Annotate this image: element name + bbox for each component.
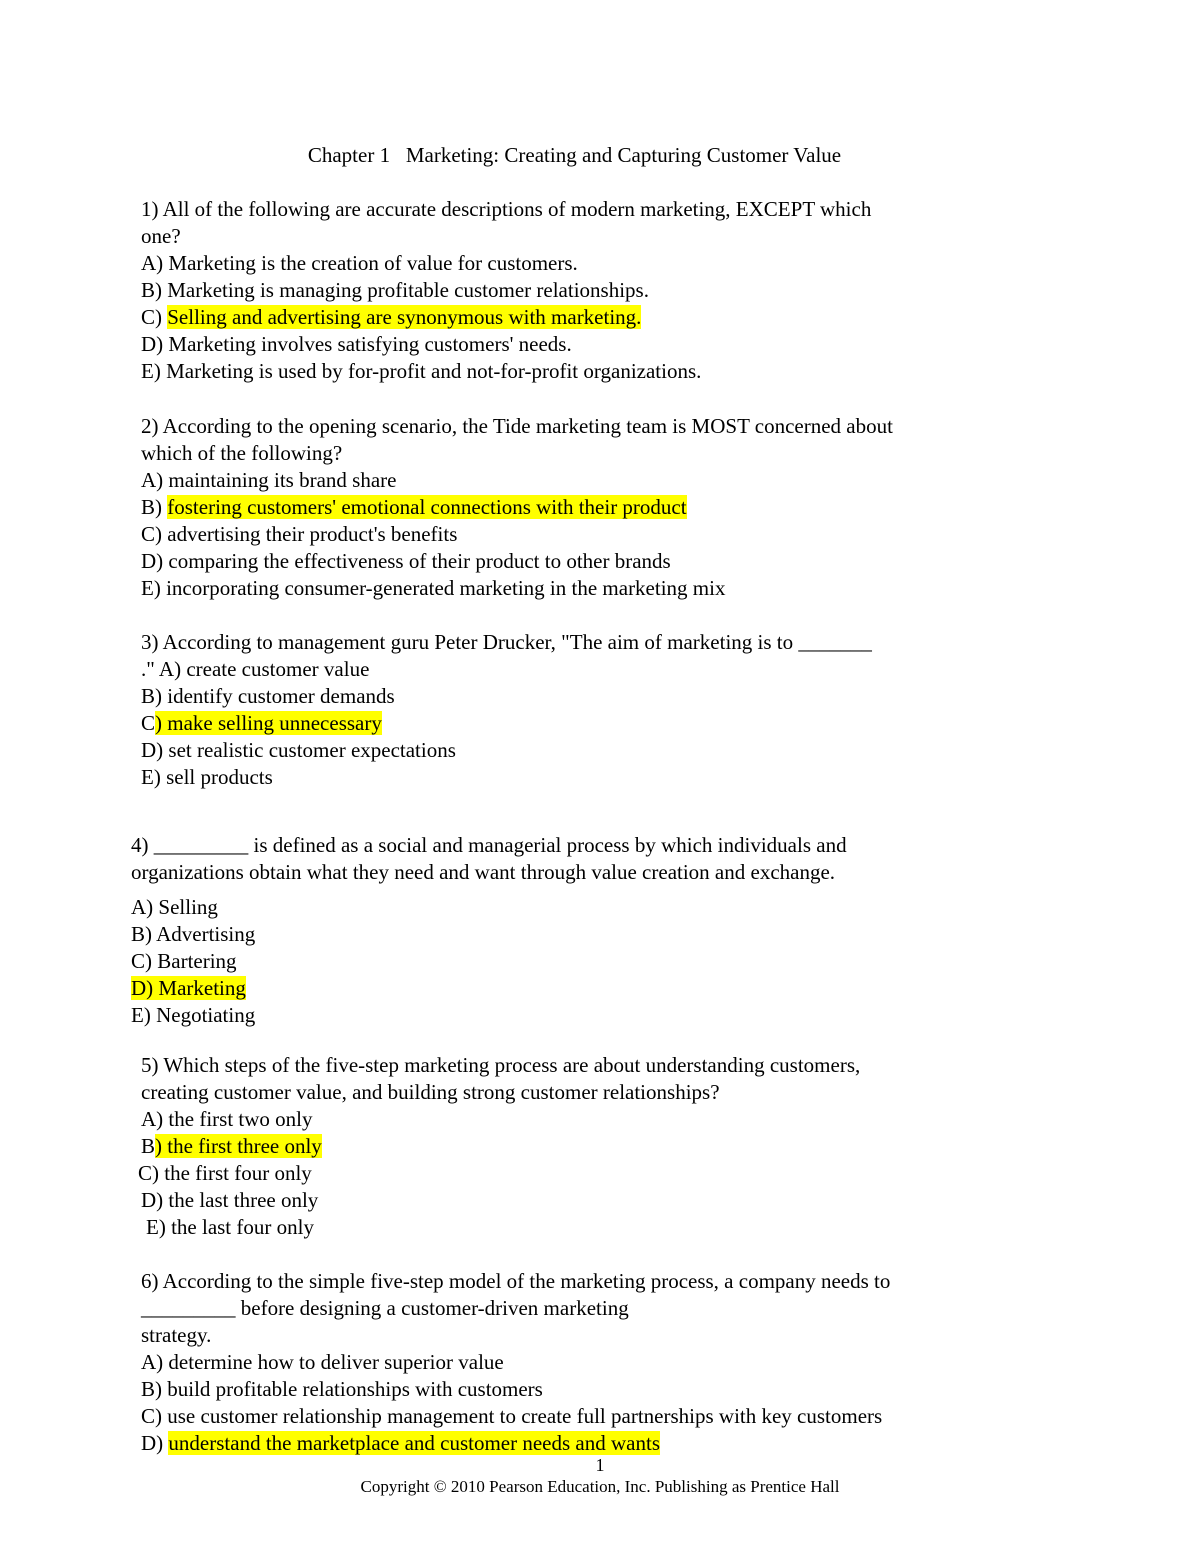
answer-option-e: E) Negotiating: [131, 1003, 256, 1027]
answer-option-b: B) identify customer demands: [141, 684, 395, 708]
answer-option-b: B) fostering customers' emotional connections with their product: [141, 495, 687, 519]
answer-option-e: E) sell products: [141, 765, 273, 789]
question-stem-line: 2) According to the opening scenario, the Tide marketing team is MOST concerned about: [141, 414, 893, 438]
copyright-footer: Copyright © 2010 Pearson Education, Inc. Publishing as Prentice Hall: [360, 1477, 840, 1496]
answer-option-b: B) Marketing is managing profitable customer relationships.: [141, 278, 649, 302]
question-5: [138, 1052, 861, 1241]
question-1: [141, 196, 871, 385]
highlighted-answer: ) the first three only: [155, 1134, 322, 1158]
answer-option-d: D) set realistic customer expectations: [141, 738, 456, 762]
highlighted-answer: Selling and advertising are synonymous with marketing.: [167, 305, 642, 329]
answer-option-d: [131, 975, 847, 1002]
answer-option-a: A) determine how to deliver superior value: [141, 1350, 504, 1374]
question-stem-line: creating customer value, and building strong customer relationships?: [141, 1080, 720, 1104]
answer-option-c: C) Selling and advertising are synonymous with marketing.: [141, 305, 642, 329]
answer-option-e: E) the last four only: [146, 1215, 314, 1239]
answer-option-a: A) Marketing is the creation of value for customers.: [141, 251, 578, 275]
answer-option-e: E) incorporating consumer-generated marketing in the marketing mix: [141, 576, 726, 600]
answer-option-c: C) use customer relationship management to create full partnerships with key customers: [141, 1404, 883, 1428]
answer-option-c: C) the first four only: [138, 1161, 312, 1185]
question-stem-line: 4) _________ is defined as a social and managerial process by which individuals and: [131, 833, 847, 857]
question-stem-line: ." A) create customer value: [141, 657, 370, 681]
answer-option-c: C) advertising their product's benefits: [141, 522, 458, 546]
question-stem-line: organizations obtain what they need and want through value creation and exchange.: [131, 860, 836, 884]
chapter-title: Chapter 1 Marketing: Creating and Capturing Customer Value: [307, 143, 842, 167]
answer-option-a: A) maintaining its brand share: [141, 468, 397, 492]
question-stem-line: _________ before designing a customer-driven marketing: [141, 1296, 629, 1320]
question-stem-line: 1) All of the following are accurate descriptions of modern marketing, EXCEPT which: [141, 197, 872, 221]
question-stem-line: one?: [141, 224, 181, 248]
question-4: [131, 832, 847, 1029]
answer-option-c: C) Bartering: [131, 949, 237, 973]
answer-option-a: A) Selling: [131, 895, 218, 919]
question-stem-line: 6) According to the simple five-step model of the marketing process, a company needs to: [141, 1269, 891, 1293]
answer-option-e: E) Marketing is used by for-profit and not-for-profit organizations.: [141, 359, 702, 383]
answer-option-b: B) the first three only: [141, 1134, 322, 1158]
highlighted-answer: understand the marketplace and customer needs and wants: [168, 1431, 660, 1455]
answer-option-d: D) understand the marketplace and customer needs and wants: [141, 1431, 660, 1455]
question-3: [141, 629, 872, 791]
highlighted-answer: fostering customers' emotional connections with their product: [167, 495, 687, 519]
answer-option-c: C) make selling unnecessary: [141, 711, 382, 735]
answer-option-d: D) Marketing involves satisfying customers' needs.: [141, 332, 572, 356]
answer-option-b: B) build profitable relationships with customers: [141, 1377, 543, 1401]
question-stem-line: strategy.: [141, 1323, 212, 1347]
answer-option-d: D) the last three only: [141, 1188, 319, 1212]
question-stem-line: 3) According to management guru Peter Drucker, "The aim of marketing is to _______: [141, 630, 872, 654]
question-6: [141, 1268, 890, 1457]
question-2: [141, 413, 893, 602]
answer-option-d: D) comparing the effectiveness of their product to other brands: [141, 549, 671, 573]
question-stem-line: 5) Which steps of the five-step marketing process are about understanding customers,: [141, 1053, 861, 1077]
question-stem-line: which of the following?: [141, 441, 343, 465]
highlighted-answer: ) make selling unnecessary: [155, 711, 382, 735]
answer-option-a: A) the first two only: [141, 1107, 313, 1131]
answer-option-b: B) Advertising: [131, 922, 256, 946]
page-number: 1: [595, 1455, 605, 1475]
highlighted-answer: D) Marketing: [131, 976, 246, 1000]
